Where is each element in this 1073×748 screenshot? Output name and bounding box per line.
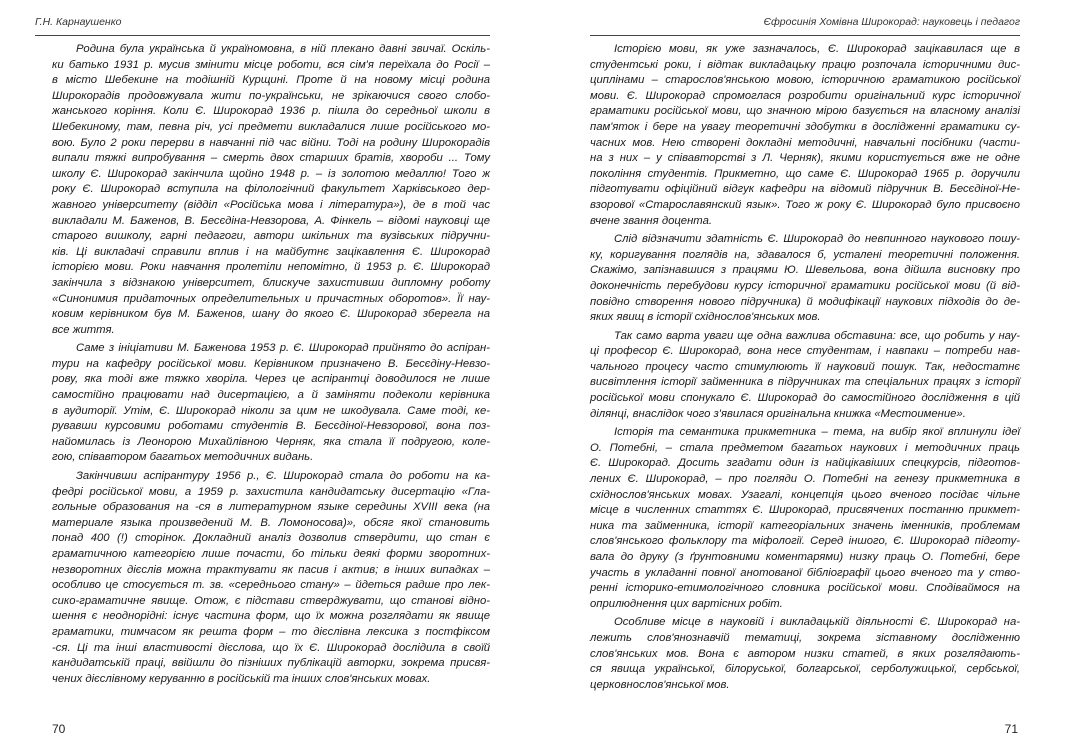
text-line: циплінами – старослов'янською мовою, історичною граматикою російської <box>590 74 1020 87</box>
text-line: взорової «Старославянский язык». Того ж року Є. Широкорад було присвоєно <box>590 198 1020 211</box>
text-line: шення є неоднорідні: існує частина форм, що їх можна розглядати як явище <box>52 610 490 623</box>
text-line: повідно створення нового підручника) й модифікації наукових підходів до де- <box>590 295 1020 308</box>
text-line: оприлюднення цих вартісних робіт. <box>590 597 783 610</box>
text-line: граматичною категорією лише почасти, бо тільки деякі форми зворотних- <box>52 548 490 560</box>
text-line: історією мови. Роки навчання пролетіли непомітно, й 1953 р. Є. Широкорад <box>52 261 490 274</box>
paragraph <box>52 469 490 687</box>
text-line: на з них – у співавторстві з Л. Черняк), якими користується вже не одне <box>590 152 1020 165</box>
text-line: чального процесу часто стимулюють її науковий пошук. Так, недостатнє <box>590 360 1020 373</box>
text-line: самостійно працювати над дисертацією, а й заміняти подеколи керівника <box>52 389 490 402</box>
text-line: Так само варта уваги ще одна важлива обставина: все, що робить у нау- <box>614 329 1020 342</box>
text-line: закінчила з відзнакою університет, блискуче захистивши дипломну роботу <box>52 276 490 289</box>
paragraph <box>590 329 1020 423</box>
text-line: ся явища української, білоруської, болгарської, серболужицької, сербської, <box>590 663 1020 676</box>
text-line: особливо це стосується т. зв. «середнього стану» – йдеться радше про лек- <box>52 579 490 592</box>
text-line: рову, яка тоді вже тяжко хворіла. Через це аспірантці доводилося не лише <box>52 373 490 386</box>
text-line: Закінчивши аспірантуру 1956 р., Є. Широкорад стала до роботи на ка- <box>76 470 490 483</box>
text-line: Слід відзначити здатність Є. Широкорад до невпинного наукового пошу- <box>614 233 1020 246</box>
text-line: Історією мови, як уже зазначалось, Є. Широкорад зацікавилася ще в <box>614 43 1020 55</box>
text-line: граматики російської мови, що значною мірою базується на власному аналізі <box>590 105 1020 118</box>
text-line: О. Потебні, – стала предметом багатьох наукових і методичних праць <box>590 441 1020 454</box>
text-line: Саме з ініціативи М. Баженова 1953 р. Є. Широкорад прийнято до аспіран- <box>76 342 490 355</box>
text-line: Родина була українська й україномовна, в ній плекано давні звичаї. Оскіль- <box>76 43 490 55</box>
text-line: Історія та семантика прикметника – тема, на вибір якої вплинули ідеї <box>614 426 1020 439</box>
text-line: ковим керівником був М. Баженов, шану до якого Є. Широкорад зберегла на <box>52 308 490 321</box>
text-line: -ся. Ці та інші властивості дієслова, що їх Є. Широкорад дослідила в своїй <box>52 641 490 654</box>
text-line: жавного університету (відділ «Російська мова і література»), де в той час <box>52 198 490 211</box>
text-line: ці професор Є. Широкорад, вона несе студентам, і навпаки – потреби нав- <box>590 345 1020 358</box>
text-line: федрі російської мови, а 1959 р. захистила кандидатську дисертацію «Гла- <box>52 485 490 498</box>
text-line: граматики, тимчасом як решта форм – то дієслівна лексика з постфіксом <box>52 625 490 638</box>
text-line: ділянці, внаслідок чого з'явилася оригінальна книжка «Местоимение». <box>590 407 966 420</box>
running-head-title: Єфросинія Хомівна Широкорад: науковець і педагог <box>763 16 1020 28</box>
text-line: студентські роки, і відтак викладацьку працю розпочала історичними дис- <box>590 58 1020 71</box>
text-line: незворотних дієслів можна трактувати як пасив і актив; в інших випадках – <box>52 563 490 576</box>
paragraph <box>52 42 490 338</box>
text-line: жанського коріння. Коли Є. Широкорад 1936 р. пішла до середньої школи в <box>52 105 490 118</box>
text-line: часних мов. Нею створені докладні методичні, навчальні посібники (части- <box>590 136 1020 149</box>
text-line: року Є. Широкорад вступила на філологічний факультет Харківського дер- <box>52 183 490 196</box>
text-line: ренні історико-етимологічного словника російської мови. Сподіваймося на <box>590 582 1020 595</box>
text-line: все життя. <box>52 323 115 336</box>
right-page <box>536 0 1073 748</box>
text-line: доконечність перебудови курсу історичної граматики російської мови (й від- <box>590 279 1020 292</box>
text-line: старого вишколу, гарні педагоги, автори шкільних та вузівських підручни- <box>52 230 490 243</box>
text-line: Є. Широкорад. Досить згадати один із найцікавіших спецкурсів, підготов- <box>590 457 1020 470</box>
text-line: Шебекиному, там, певна річ, усі предмети викладалися лише російського мо- <box>52 120 490 133</box>
text-line: викладали М. Баженов, В. Бесєдіна-Невзорова, А. Фінкель – відомі науковці ще <box>52 214 490 227</box>
page-body <box>52 42 490 690</box>
text-line: рувавши курсовими роботами студентів В. Бесєдіної-Невзорової, вона поз- <box>52 420 490 433</box>
text-line: слов'янського фольклору та міфології. Серед іншого, Є. Широкорад підготу- <box>590 535 1020 548</box>
paragraph <box>590 425 1020 612</box>
text-line: покоління студентів. Прикметно, що саме Є. Широкорад 1965 р. доручили <box>590 167 1020 180</box>
page-number: 70 <box>52 722 66 736</box>
text-line: сико-граматичне явище. Отож, є підстави стверджувати, що станові відно- <box>52 594 490 607</box>
text-line: в аудиторії. Утім, Є. Широкорад ніколи за цим не шкодувала. Саме тоді, ке- <box>52 404 490 417</box>
left-page <box>0 0 536 748</box>
paragraph <box>590 615 1020 693</box>
text-line: ника та займенника, історії категоріальних значень іменників, проблемам <box>590 519 1020 532</box>
text-line: «Синонимия придаточных определительных и причастных оборотов». Її нау- <box>52 292 490 305</box>
text-line: понад 400 (!) сторінок. Докладний аналіз дозволив ствердити, що стан є <box>52 532 490 545</box>
text-line: чених дієслівному керуванню в російській та інших слов'янських мовах. <box>52 672 431 685</box>
text-line: пам'яток і бере на увагу теоретичні здобутки в дослідженні граматики су- <box>590 120 1020 133</box>
text-line: Скажімо, запізнавшися з працями Ю. Шевельова, вона дійшла висновку про <box>590 264 1020 277</box>
text-line: Особливе місце в науковій і викладацькій діяльності Є. Широкорад на- <box>614 616 1020 629</box>
text-line: вчене звання доцента. <box>590 214 713 227</box>
text-line: в місто Шебекине на тодішній Курщині. Проте й на новому місці родина <box>52 74 490 87</box>
text-line: східнослов'янських мовах. Узагалі, концепція цього вченого посідає чільне <box>590 488 1020 501</box>
text-line: ків. Ці викладачі справили вплив і на майбутнє зацікавлення Є. Широкорад <box>52 245 490 258</box>
text-line: ки батько 1931 р. мусив змінити місце роботи, вся сім'я переїхала до Росії – <box>52 58 490 71</box>
text-line: висвітлення історії займенника в підручниках та спеціальних працях з історії <box>590 376 1020 389</box>
text-line: вала до друку (з ґрунтовними коментарями) низку праць О. Потебні, бере <box>590 551 1020 563</box>
text-line: ку, коригування поглядів на, здавалося б, усталені теоретичні положення. <box>590 248 1020 261</box>
page-number: 71 <box>1004 722 1018 736</box>
text-line: мови. Є. Широкорад спромоглася розробити оригінальний курс історичної <box>590 89 1020 102</box>
text-line: слов'янських мов. Вона є автором низки статей, в яких розглядають- <box>590 647 1020 660</box>
page-body <box>590 42 1020 696</box>
text-line: тури на кафедру російської мови. Керівником призначено В. Бесєдіну-Невзо- <box>52 357 490 370</box>
running-head-author: Г.Н. Карнаушенко <box>35 16 122 28</box>
text-line: лежить слов'янознавчій тематиці, зокрема зіставному дослідженню <box>590 631 1020 644</box>
text-line: Широкорадів продовжувала жити по-українськи, не зрікаючися свого слобо- <box>52 89 490 102</box>
header-rule <box>35 35 490 36</box>
text-line: випали тяжкі випробування – смерть двох старших братів, хвороби ... Тому <box>52 152 490 165</box>
text-line: кандидатській праці, ввійшли до пізніших публікацій авторки, зокрема присвя- <box>52 657 490 670</box>
header-rule <box>590 35 1020 36</box>
text-line: гольные образования на -ся в литературном языке середины XVIII века (на <box>52 501 490 514</box>
text-line: гою, співавтором багатьох методичних видань. <box>52 451 314 464</box>
text-line: церковнослов'янської мов. <box>590 678 730 691</box>
text-line: вою. Було 2 роки перерви в навчанні під час війни. Тоді на родину Широкорадів <box>52 136 490 149</box>
text-line: місце в численних статтях Є. Широкорад, присвячених постанню прикмет- <box>590 504 1020 517</box>
text-line: підготувати офіційний відгук кафедри на відомий підручник В. Бесєдіної-Не- <box>590 183 1020 196</box>
text-line: материале языка произведений М. В. Ломоносова)», обсяг якої становить <box>52 516 490 529</box>
paragraph <box>590 42 1020 229</box>
paragraph <box>590 232 1020 326</box>
text-line: яких явищ в історії східнослов'янських мов. <box>590 311 821 324</box>
text-line: найомилась із Леонорою Михайлівною Черняк, яка стала її подругою, коле- <box>52 435 490 448</box>
paragraph <box>52 341 490 466</box>
text-line: лених Є. Широкорад, – про погляди О. Потебні на генезу прикметника в <box>590 473 1020 486</box>
text-line: школу Є. Широкорад закінчила щойно 1948 р. – із золотою медаллю! Того ж <box>52 167 490 180</box>
text-line: участь в укладанні повної анотованої бібліографії цього вченого та у ство- <box>590 566 1020 579</box>
text-line: російської мови спонукало Є. Широкорад до самостійного дослідження в цій <box>590 392 1020 405</box>
